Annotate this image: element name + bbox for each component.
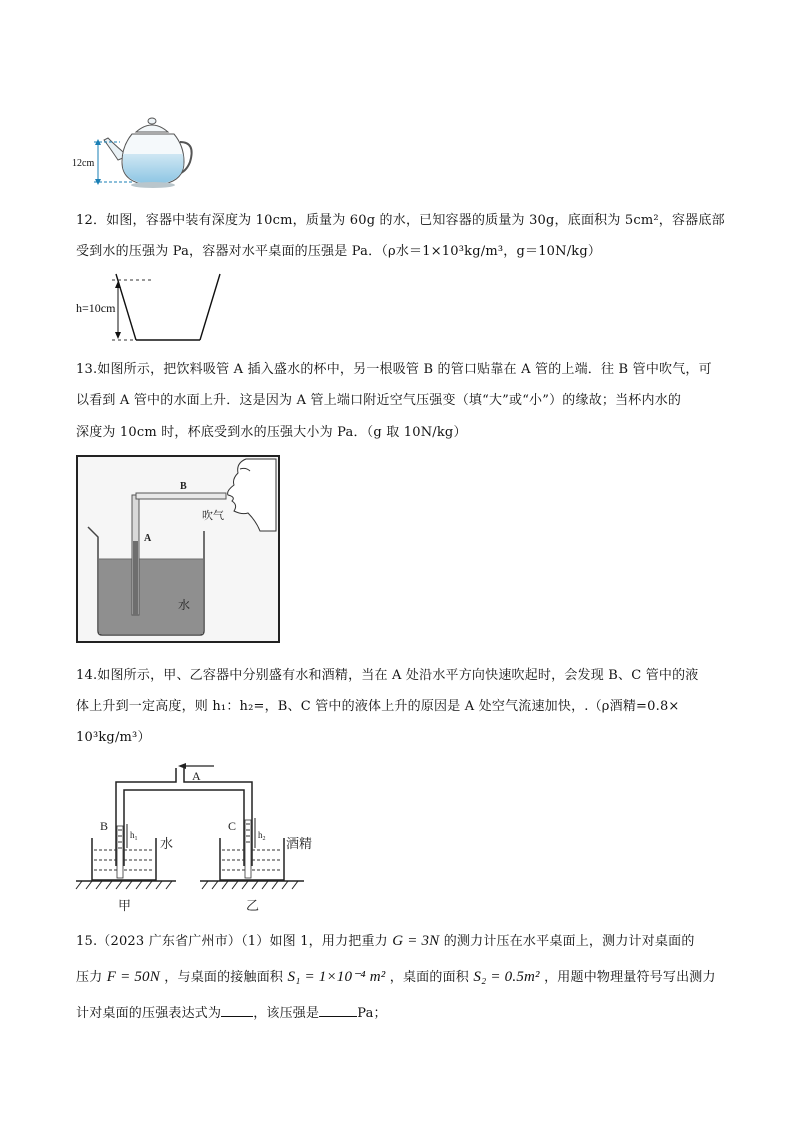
q14-line2: 体上升到一定高度，则 h₁：h₂=，B、C 管中的液体上升的原因是 A 处空气流速加快，.（ρ酒精=0.8× bbox=[76, 699, 680, 714]
q15-area2-expr: S₂ = 0.5m² bbox=[473, 969, 540, 985]
q13-label-water: 水 bbox=[178, 598, 191, 612]
q14-tubes-figure bbox=[72, 758, 328, 914]
q15-line1 bbox=[76, 930, 695, 950]
q15-answer-blank-2[interactable] bbox=[319, 1004, 357, 1017]
q15-line2-text-g: ，用题中物理量符号写出测力 bbox=[544, 970, 716, 985]
q12-height-label: h=10cm bbox=[76, 301, 116, 315]
q15-line3 bbox=[76, 1002, 387, 1021]
q13-line3: 深度为 10cm 时，杯底受到水的压强大小为 Pa．（g 取 10N/kg） bbox=[76, 425, 467, 440]
q15-line1-text-a: 15.（2023 广东省广州市）（1）如图 1，用力把重力 bbox=[76, 934, 388, 949]
q13-tube-b bbox=[136, 493, 226, 499]
q14-line3: 10³kg/m³） bbox=[76, 730, 151, 745]
q14-label-h1: $h_1$ bbox=[130, 830, 138, 842]
q13-water bbox=[99, 559, 203, 634]
q15-area1-expr: S₁ = 1×10⁻⁴ m² bbox=[287, 969, 386, 985]
q13-line2: 以看到 A 管中的水面上升．这是因为 A 管上端口附近空气压强变（填“大”或“小”）的缘故；当杯内水的 bbox=[76, 393, 682, 408]
q15-answer-blank-1[interactable] bbox=[221, 1004, 253, 1017]
q13-label-blow: 吹气 bbox=[202, 510, 224, 522]
q14-label-left: 甲 bbox=[118, 898, 132, 913]
q13-label-b: B bbox=[180, 481, 187, 492]
teapot-knob bbox=[148, 118, 156, 124]
q13-line1: 13.如图所示，把饮料吸管 A 插入盛水的杯中，另一根吸管 B 的管口贴靠在 A 管的上端．往 B 管中吹气，可 bbox=[76, 362, 712, 377]
q14-label-water: 水 bbox=[160, 836, 174, 851]
q14-label-c: C bbox=[228, 819, 237, 833]
q15-line2-text-e: ，桌面的面积 bbox=[389, 970, 469, 985]
q15-line2-text-a: 压力 bbox=[76, 970, 103, 985]
q15-force-expr: F = 50N bbox=[106, 969, 160, 985]
q14-label-b: B bbox=[100, 819, 109, 833]
q13-beaker-figure bbox=[76, 455, 280, 643]
teapot-water bbox=[123, 154, 184, 183]
q15-line3-text-a: 计对桌面的压强表达式为 bbox=[76, 1006, 222, 1021]
q12-line2: 受到水的压强为 Pa，容器对水平桌面的压强是 Pa．（ρ水＝1×10³kg/m³，g＝10N/kg） bbox=[76, 244, 602, 259]
q15-line3-text-b: ，该压强是 bbox=[253, 1006, 320, 1021]
q15-line2 bbox=[76, 966, 716, 986]
q15-gravity-expr: G = 3N bbox=[392, 933, 440, 949]
q13-label-a: A bbox=[144, 533, 152, 544]
q12-line1: 12．如图，容器中装有深度为 10cm，质量为 60g 的水，已知容器的质量为 30g，底面积为 5cm²，容器底部 bbox=[76, 213, 725, 228]
q15-line2-text-c: ，与桌面的接触面积 bbox=[164, 970, 284, 985]
q14-label-h2: $h_2$ bbox=[258, 830, 266, 842]
q14-line1: 14.如图所示，甲、乙容器中分别盛有水和酒精，当在 A 处沿水平方向快速吹起时，会发现 B、C 管中的液 bbox=[76, 668, 699, 683]
q12-container-figure bbox=[72, 264, 232, 348]
q14-label-a: A bbox=[192, 769, 201, 783]
q14-label-alcohol: 酒精 bbox=[286, 836, 313, 851]
q15-line1-text-c: 的测力计压在水平桌面上，测力计对桌面的 bbox=[443, 934, 695, 949]
teapot-figure bbox=[70, 112, 200, 190]
teapot-lid bbox=[136, 125, 168, 132]
q15-line3-text-c: Pa； bbox=[357, 1006, 387, 1021]
teapot-height-label: 12cm bbox=[72, 158, 95, 169]
q14-label-right: 乙 bbox=[246, 898, 260, 913]
